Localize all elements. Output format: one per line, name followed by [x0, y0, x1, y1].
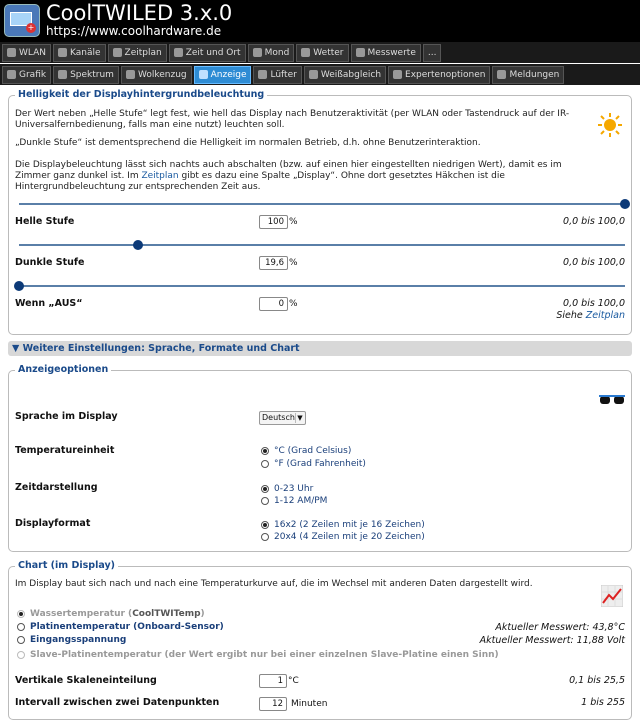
- sun-icon: [597, 112, 623, 138]
- percent-unit: %: [289, 217, 298, 227]
- app-header: [0, 0, 640, 42]
- nav-row-2: [0, 64, 640, 85]
- zeitplan-link[interactable]: Zeitplan: [141, 171, 179, 181]
- slider-handle[interactable]: [14, 281, 24, 291]
- fan-icon: [258, 70, 267, 79]
- whitebalance-icon: [309, 70, 318, 79]
- tab-weißabgleich[interactable]: Weißabgleich: [304, 66, 386, 84]
- scale-label: Vertikale Skaleneinteilung: [15, 675, 157, 686]
- siehe-zeitplan-link[interactable]: Zeitplan: [585, 310, 625, 321]
- tab-lüfter[interactable]: Lüfter: [253, 66, 301, 84]
- current-measurement: Aktueller Messwert: 43,8°C: [495, 622, 625, 633]
- chevron-down-icon: ▼: [295, 413, 304, 423]
- chart-icon: [601, 585, 623, 607]
- interval-unit: Minuten: [291, 699, 328, 709]
- brightness-slider-track[interactable]: [19, 244, 625, 246]
- tab--[interactable]: ...: [423, 44, 442, 62]
- slider-handle[interactable]: [620, 199, 630, 209]
- radio-16x2[interactable]: 16x2 (2 Zeilen mit je 16 Zeichen): [261, 520, 425, 530]
- language-label: Sprache im Display: [15, 411, 118, 422]
- tab-wolkenzug[interactable]: Wolkenzug: [121, 66, 192, 84]
- language-select[interactable]: Deutsch ▼: [259, 411, 306, 425]
- radio-celsius[interactable]: °C (Grad Celsius): [261, 446, 351, 456]
- brightness-range: 0,0 bis 100,0: [563, 298, 625, 309]
- tab-grafik[interactable]: Grafik: [2, 66, 51, 84]
- graphic-icon: [7, 70, 16, 79]
- radio-12h[interactable]: 1-12 AM/PM: [261, 496, 327, 506]
- current-measurement: Aktueller Messwert: 11,88 Volt: [479, 635, 625, 646]
- brightness-slider-track[interactable]: [19, 285, 625, 287]
- cloud-icon: [301, 48, 310, 57]
- moon-icon: [253, 48, 262, 57]
- tab-spektrum[interactable]: Spektrum: [53, 66, 119, 84]
- cloudmove-icon: [126, 70, 135, 79]
- scale-input[interactable]: 1: [259, 674, 287, 688]
- interval-input[interactable]: 12: [259, 697, 287, 711]
- measurements-icon: [356, 48, 365, 57]
- display-icon: [199, 70, 208, 79]
- interval-range: 1 bis 255: [581, 697, 625, 708]
- tab-anzeige[interactable]: Anzeige: [194, 66, 252, 84]
- display-options-panel: [8, 364, 632, 552]
- interval-label: Intervall zwischen zwei Datenpunkten: [15, 697, 220, 708]
- radio-20x4[interactable]: 20x4 (4 Zeilen mit je 20 Zeichen): [261, 532, 425, 542]
- tab-meldungen[interactable]: Meldungen: [492, 66, 564, 84]
- chart-source-radio[interactable]: Platinentemperatur (Onboard-Sensor): [17, 622, 224, 632]
- tab-wetter[interactable]: Wetter: [296, 44, 348, 62]
- tab-expertenoptionen[interactable]: Expertenoptionen: [388, 66, 490, 84]
- scale-unit: °C: [288, 676, 299, 686]
- percent-unit: %: [289, 299, 298, 309]
- chart-title: Chart (im Display): [15, 560, 118, 571]
- messages-icon: [497, 70, 506, 79]
- app-logo: +: [4, 4, 40, 37]
- app-url[interactable]: https://www.coolhardware.de: [46, 24, 222, 38]
- brightness-para3: Die Displaybeleuchtung lässt sich nachts auch abschalten (bzw. auf einen hier eingestellten niedrigen Wert), damit es im Zimmer ganz dunkel ist. Im Zeitplan gibt es dazu eine Spalte „Display“. Ohne dort gesetztes Häkchen ist die Hintergrundbeleuchtung zur entsprechenden Zeit aus.: [15, 160, 562, 192]
- chart-panel: [8, 560, 632, 720]
- expert-icon: [393, 70, 402, 79]
- tab-zeit-und-ort[interactable]: Zeit und Ort: [169, 44, 246, 62]
- temp-unit-label: Temperatureinheit: [15, 445, 115, 456]
- brightness-para2: „Dunkle Stufe“ ist dementsprechend die Helligkeit im normalen Betrieb, d.h. ohne Benutzerinteraktion.: [15, 138, 481, 148]
- scale-range: 0,1 bis 25,5: [569, 675, 625, 686]
- further-settings-expander[interactable]: ▼ Weitere Einstellungen: Sprache, Formate und Chart: [8, 341, 632, 356]
- slider-handle[interactable]: [133, 240, 143, 250]
- schedule-icon: [113, 48, 122, 57]
- brightness-title: Helligkeit der Displayhintergrundbeleuchtung: [15, 89, 267, 100]
- brightness-input[interactable]: 0: [259, 297, 288, 311]
- radio-24h[interactable]: 0-23 Uhr: [261, 484, 313, 494]
- brightness-input[interactable]: 19,6: [259, 256, 288, 270]
- brightness-range: 0,0 bis 100,0: [563, 216, 625, 227]
- tab-messwerte[interactable]: Messwerte: [351, 44, 421, 62]
- brightness-input[interactable]: 100: [259, 215, 288, 229]
- siehe-zeitplan: Siehe Zeitplan: [556, 310, 625, 321]
- percent-unit: %: [289, 258, 298, 268]
- brightness-row-label: Wenn „AUS“: [15, 298, 83, 309]
- brightness-row-label: Dunkle Stufe: [15, 257, 85, 268]
- radio-fahrenheit[interactable]: °F (Grad Fahrenheit): [261, 459, 366, 469]
- globe-icon: [174, 48, 183, 57]
- wifi-icon: [7, 48, 16, 57]
- display-format-label: Displayformat: [15, 518, 91, 529]
- app-title: CoolTWILED 3.x.0: [46, 1, 233, 25]
- tab-kanäle[interactable]: Kanäle: [53, 44, 106, 62]
- brightness-range: 0,0 bis 100,0: [563, 257, 625, 268]
- tab-wlan[interactable]: WLAN: [2, 44, 51, 62]
- nav-row-1: [0, 42, 640, 63]
- sunglasses-icon: [599, 393, 625, 407]
- chart-source-radio: Wassertemperatur ( CoolTWITemp ): [17, 609, 205, 619]
- display-options-title: Anzeigeoptionen: [15, 364, 111, 375]
- chart-description: Im Display baut sich nach und nach eine Temperaturkurve auf, die im Wechsel mit anderen Daten dargestellt wird.: [15, 579, 533, 589]
- brightness-slider-track[interactable]: [19, 203, 625, 205]
- brightness-panel: [8, 89, 632, 335]
- brightness-para1: Der Wert neben „Helle Stufe“ legt fest, wie hell das Display nach Benutzeraktivität (per WLAN oder Tastendruck auf der IR-Universalfernbedienung, falls man eine nutzt) leuchten soll.: [15, 109, 570, 130]
- brightness-row-label: Helle Stufe: [15, 216, 75, 227]
- tab-zeitplan[interactable]: Zeitplan: [108, 44, 167, 62]
- tab-mond[interactable]: Mond: [248, 44, 295, 62]
- time-format-label: Zeitdarstellung: [15, 482, 98, 493]
- spectrum-icon: [58, 70, 67, 79]
- chart-source-radio[interactable]: Eingangsspannung: [17, 635, 126, 645]
- channels-icon: [58, 48, 67, 57]
- chart-source-radio: Slave-Platinentemperatur (der Wert ergibt nur bei einer einzelnen Slave-Platine einen Sinn): [17, 650, 499, 660]
